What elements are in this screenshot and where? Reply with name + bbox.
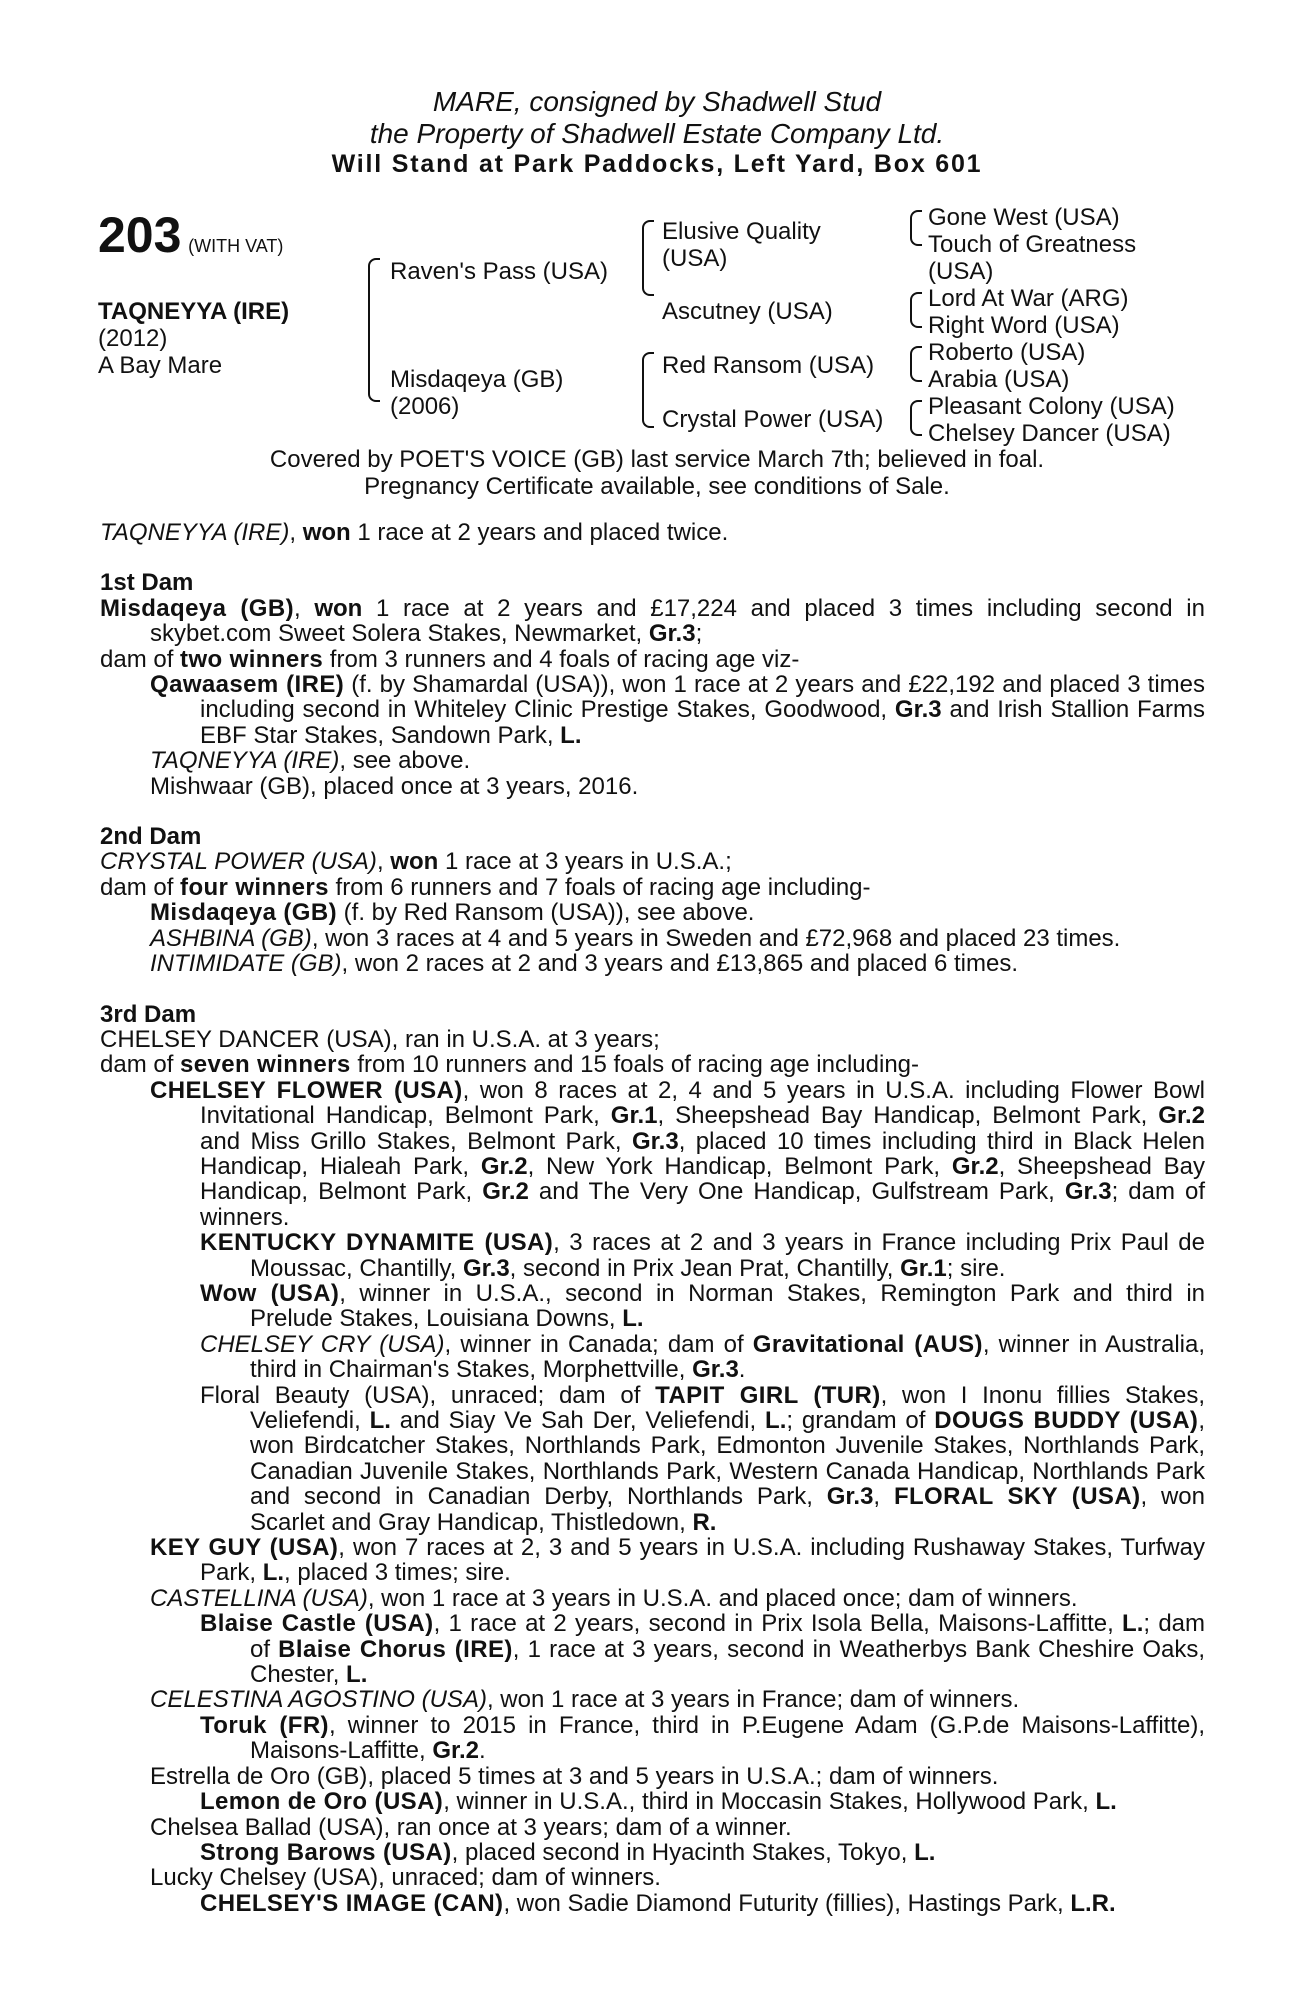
cc-t1: , winner in Canada; dam of: [444, 1330, 753, 1358]
cc-name: CHELSEY CRY (USA): [200, 1330, 445, 1358]
cf-gr4: Gr.2: [480, 1152, 528, 1180]
pedigree-ssd: Touch of Greatness: [928, 231, 1137, 258]
cf-t6: , Sheepshead Bay Handicap, Belmont Park,: [200, 1152, 1206, 1206]
cc-gravitational: Gravitational (AUS): [752, 1330, 983, 1358]
horse-year: (2012): [98, 325, 168, 352]
dam1-produce-line: [100, 647, 1205, 672]
dam1-winners: two winners: [180, 645, 324, 673]
cf-t3: and Miss Grillo Stakes, Belmont Park,: [200, 1127, 632, 1155]
dam3-chelsey-cry: [100, 1332, 1205, 1383]
dam2-o3-text: , won 2 races at 2 and 3 years and £13,865 and placed 6 times.: [341, 950, 1018, 978]
fb-restricted: R.: [692, 1508, 717, 1536]
tk-t1: , winner to 2015 in France, third in P.Eugene Adam (G.P.de Maisons-Laffitte), Maisons-Laffitte,: [250, 1711, 1206, 1765]
pedigree-dd: Crystal Power (USA): [662, 406, 884, 433]
pedigree-dds: Pleasant Colony (USA): [928, 393, 1175, 420]
dam2-name: CRYSTAL POWER (USA): [100, 848, 377, 876]
lot-number: 203: [98, 207, 182, 263]
kd-t1: , 3 races at 2 and 3 years in France including Prix Paul de Moussac, Chantilly,: [250, 1229, 1205, 1282]
ci-listed: L.R.: [1070, 1889, 1116, 1917]
ca-name: CELESTINA AGOSTINO (USA): [150, 1686, 487, 1714]
pedigree-sdd: Right Word (USA): [928, 312, 1120, 339]
dam1-o1-text: (f. by Shamardal (USA)), won 1 race at 2 years and £22,192 and placed 3 times including second in Whiteley Clinic Prestige Stakes, Goodwood,: [200, 671, 1205, 724]
pedigree-sire: Raven's Pass (USA): [390, 258, 608, 285]
dam1-damof: dam of: [100, 645, 181, 673]
pedigree-brace-1: [910, 210, 922, 246]
cf-t1: , won 8 races at 2, 4 and 5 years in U.S.A. including Flower Bowl Invitational Handicap, Belmont Park,: [200, 1076, 1205, 1130]
bc-t2: ; dam of: [250, 1610, 1206, 1663]
fb-t5: , won Birdcatcher Stakes, Northlands Park, Edmonton Juvenile Stakes, Northlands Park, Canadian Juvenile Stakes, Northlands Park, Western Canada Handicap, Northlands Park and second in Canadian Derby, Northlands Park,: [250, 1407, 1205, 1511]
dam2-text: 1 race at 3 years in U.S.A.;: [438, 848, 732, 876]
ci-name: CHELSEY'S IMAGE (CAN): [200, 1889, 504, 1917]
pedigree-brace-4: [910, 400, 922, 436]
dam2-won: won: [390, 848, 439, 876]
ldo-t: , winner in U.S.A., third in Moccasin Stakes, Hollywood Park,: [443, 1788, 1096, 1816]
cf-t4: , placed 10 times including third in Black Helen Handicap, Hialeah Park,: [200, 1127, 1205, 1180]
pregnancy-note: Pregnancy Certificate available, see conditions of Sale.: [364, 473, 950, 500]
pedigree-brace-sire: [642, 220, 654, 296]
dam3-wow: [100, 1281, 1205, 1332]
dam3-produce-line: [100, 1052, 1205, 1077]
kd-gr2: Gr.1: [900, 1254, 947, 1282]
dam2-o3-name: INTIMIDATE (GB): [150, 950, 342, 978]
cf-gr5: Gr.2: [951, 1152, 999, 1180]
cc-t3: .: [738, 1356, 746, 1384]
dam3-toruk: [100, 1713, 1205, 1764]
dam3-castellina: [100, 1586, 1205, 1611]
wow-t1: , winner in U.S.A., second in Norman Stakes, Remington Park and third in Prelude Stakes, Louisiana Downs,: [250, 1279, 1205, 1333]
dam3-estrella: Estrella de Oro (GB), placed 5 times at 3 and 5 years in U.S.A.; dam of winners.: [150, 1762, 999, 1790]
cf-gr3: Gr.3: [632, 1127, 679, 1155]
bc-chorus: Blaise Chorus (IRE): [278, 1635, 513, 1663]
cover-note: Covered by POET'S VOICE (GB) last service March 7th; believed in foal.: [269, 446, 1045, 473]
cf-gr6: Gr.2: [482, 1178, 529, 1206]
intro-won: won: [302, 519, 351, 546]
ca-t: , won 1 race at 3 years in France; dam of winners.: [486, 1686, 1020, 1714]
dam1-name: Misdaqeya (GB): [100, 594, 294, 622]
cf-t7: and The Very One Handicap, Gulfstream Park,: [528, 1178, 1065, 1206]
dam2-o2-text: , won 3 races at 4 and 5 years in Sweden and £72,968 and placed 23 times.: [311, 924, 1121, 952]
dam2-offspring-2: [100, 926, 1205, 951]
wow-name: Wow (USA): [200, 1279, 340, 1307]
pedigree-ds: Red Ransom (USA): [662, 352, 875, 379]
fb-t1: Floral Beauty (USA), unraced; dam of: [200, 1381, 656, 1409]
fb-tapit-girl: TAPIT GIRL (TUR): [655, 1381, 881, 1409]
horse-name: TAQNEYYA (IRE): [98, 298, 290, 325]
pedigree-brace-2: [910, 292, 922, 328]
cas-t: , won 1 race at 3 years in U.S.A. and placed once; dam of winners.: [367, 1584, 1078, 1612]
dam2-record: CRYSTAL POWER (USA), won 1 race at 3 years in U.S.A.;: [100, 848, 732, 876]
dam3-chelsey-flower: [100, 1078, 1205, 1230]
bc-listed1: L.: [1122, 1610, 1144, 1638]
owner-line: the Property of Shadwell Estate Company Ltd.: [369, 118, 945, 149]
cas-name: CASTELLINA (USA): [150, 1584, 368, 1612]
tk-name: Toruk (FR): [200, 1711, 329, 1739]
kd-t2: , second in Prix Jean Prat, Chantilly,: [509, 1254, 901, 1282]
dam1-heading: 1st Dam: [100, 569, 194, 597]
bc-listed2: L.: [346, 1661, 368, 1689]
bc-t3: , 1 race at 3 years, second in Weatherbys Bank Cheshire Oaks, Chester,: [250, 1635, 1205, 1689]
fb-t6: ,: [873, 1483, 894, 1511]
dam3-key-guy: [100, 1535, 1205, 1586]
pedigree-dsd: Arabia (USA): [928, 366, 1070, 393]
bc-t1: , 1 race at 2 years, second in Prix Isola Bella, Maisons-Laffitte,: [433, 1610, 1123, 1638]
location-line: Will Stand at Park Paddocks, Left Yard, Box 601: [331, 150, 983, 178]
dam2-damof: dam of: [100, 873, 181, 901]
pedigree-sds: Lord At War (ARG): [928, 285, 1129, 312]
cf-t5: , New York Handicap, Belmont Park,: [527, 1152, 952, 1180]
kg-t2: , placed 3 times; sire.: [284, 1559, 511, 1587]
sb-name: Strong Barows (USA): [200, 1838, 452, 1866]
horse-desc: A Bay Mare: [98, 352, 223, 379]
consignor-line: MARE, consigned by Shadwell Stud: [432, 86, 882, 117]
cf-t2: , Sheepshead Bay Handicap, Belmont Park,: [657, 1102, 1159, 1130]
dam3-lemon-de-oro: [100, 1789, 1205, 1814]
dam2-o1-name: Misdaqeya (GB): [150, 899, 337, 927]
dam3-kentucky-dynamite: [100, 1230, 1205, 1281]
tk-t2: .: [479, 1737, 486, 1765]
pedigree-dam-year: (2006): [390, 393, 460, 420]
pedigree-dss: Roberto (USA): [928, 339, 1086, 366]
pedigree-brace-3: [910, 346, 922, 382]
dam3-tail: from 10 runners and 15 foals of racing age including-: [350, 1051, 920, 1079]
fb-t4: ; grandam of: [786, 1407, 935, 1434]
cf-gr7: Gr.3: [1064, 1178, 1112, 1206]
dam1-o1-name: Qawaasem (IRE): [150, 671, 345, 699]
dam1-o2-text: , see above.: [339, 747, 471, 775]
fb-grade: Gr.3: [826, 1483, 874, 1511]
dam2-offspring-3: [100, 951, 1205, 976]
dam3-floral-beauty: [100, 1383, 1205, 1535]
dam1-offspring-3: Mishwaar (GB), placed once at 3 years, 2016.: [150, 772, 639, 800]
dam3-lucky-chelsey: Lucky Chelsey (USA), unraced; dam of winners.: [150, 1864, 661, 1892]
intro-name: TAQNEYYA (IRE): [100, 519, 290, 546]
dam1-o1-text2: and Irish Stallion Farms EBF Star Stakes, Sandown Park,: [200, 696, 1206, 749]
fb-t7: , won Scarlet and Gray Handicap, Thistledown,: [250, 1483, 1206, 1536]
cf-t8: ; dam of winners.: [200, 1178, 1205, 1231]
dam3-celestina: [100, 1687, 1205, 1712]
fb-listed1: L.: [369, 1407, 391, 1434]
pedigree-ss: Elusive Quality: [662, 218, 821, 245]
dam3-winners: seven winners: [180, 1051, 351, 1079]
kg-t1: , won 7 races at 2, 3 and 5 years in U.S.A. including Rushaway Stakes, Turfway Park,: [200, 1534, 1205, 1587]
cf-name: CHELSEY FLOWER (USA): [150, 1076, 463, 1104]
dam3-strong-barows: [100, 1840, 1205, 1865]
dam2-tail: from 6 runners and 7 foals of racing age including-: [328, 873, 871, 901]
cc-grade: Gr.3: [692, 1356, 739, 1384]
dam1-o1-listed: L.: [560, 721, 582, 749]
catalogue-body: [100, 520, 1205, 1916]
bc-name: Blaise Castle (USA): [200, 1610, 434, 1638]
tk-grade: Gr.2: [432, 1737, 480, 1765]
dam2-winners: four winners: [180, 873, 329, 901]
pedigree-sss: Gone West (USA): [928, 204, 1120, 231]
dam3-chelseys-image: [100, 1891, 1205, 1916]
kg-listed: L.: [262, 1559, 285, 1587]
dam3-blaise-castle: [100, 1611, 1205, 1687]
pedigree-sd: Ascutney (USA): [662, 298, 833, 325]
cc-t2: , winner in Australia, third in Chairman's Stakes, Morphettville,: [250, 1330, 1206, 1384]
dam1-text: 1 race at 2 years and £17,224 and placed 3 times including second in skybet.com Sweet Solera Stakes, Newmarket,: [150, 594, 1205, 648]
dam1-record: Misdaqeya (GB), won 1 race at 2 years and £17,224 and placed 3 times including second in skybet.com Sweet Solera Stakes, Newmarket, Gr.3;: [100, 594, 1205, 648]
kd-gr1: Gr.3: [462, 1254, 510, 1282]
intro-paragraph: TAQNEYYA (IRE), won 1 race at 2 years and placed twice.: [100, 519, 729, 546]
pedigree-ddd: Chelsey Dancer (USA): [928, 420, 1171, 447]
dam2-heading: 2nd Dam: [100, 823, 202, 851]
pedigree-ss-2: (USA): [662, 245, 728, 272]
dam2-o1-text: (f. by Red Ransom (USA)), see above.: [336, 899, 755, 927]
dam1-o2-name: TAQNEYYA (IRE): [150, 747, 340, 775]
dam1-offspring-1: [100, 672, 1205, 748]
pedigree-ssd-2: (USA): [928, 258, 994, 285]
fb-dougs-buddy: DOUGS BUDDY (USA): [934, 1407, 1199, 1434]
sb-t: , placed second in Hyacinth Stakes, Tokyo,: [451, 1838, 915, 1866]
dam2-produce-line: [100, 875, 1205, 900]
dam2-o2-name: ASHBINA (GB): [150, 924, 312, 952]
pedigree-brace-dam: [642, 352, 654, 428]
pedigree-dam: Misdaqeya (GB): [390, 366, 564, 393]
pedigree-brace-gen1: [368, 258, 380, 402]
wow-listed: L.: [622, 1305, 644, 1333]
kg-name: KEY GUY (USA): [150, 1534, 339, 1562]
fb-t2: , won I Inonu fillies Stakes, Veliefendi,: [250, 1381, 1205, 1434]
ldo-listed: L.: [1095, 1788, 1117, 1816]
dam3-damof: dam of: [100, 1051, 181, 1079]
dam1-won: won: [314, 594, 363, 622]
fb-floral-sky: FLORAL SKY (USA): [893, 1483, 1141, 1511]
kd-t3: ; sire.: [946, 1254, 1006, 1282]
dam1-text-end: ;: [695, 620, 703, 648]
cf-gr1: Gr.1: [610, 1102, 658, 1130]
fb-listed2: L.: [765, 1407, 787, 1434]
intro-rest: 1 race at 2 years and placed twice.: [350, 519, 729, 546]
dam1-grade: Gr.3: [648, 620, 696, 648]
vat-note: (WITH VAT): [188, 236, 284, 256]
cf-gr2: Gr.2: [1158, 1102, 1205, 1130]
dam1-tail: from 3 runners and 4 foals of racing age viz-: [323, 645, 800, 673]
dam3-heading: 3rd Dam: [100, 1000, 197, 1028]
dam3-record: CHELSEY DANCER (USA), ran in U.S.A. at 3 years;: [100, 1025, 660, 1053]
kd-name: KENTUCKY DYNAMITE (USA): [200, 1229, 554, 1257]
ldo-name: Lemon de Oro (USA): [200, 1788, 444, 1816]
dam1-o1-grade: Gr.3: [894, 696, 942, 724]
sb-listed: L.: [914, 1838, 936, 1866]
dam2-offspring-1: [100, 900, 1205, 925]
dam3-chelsea-ballad: Chelsea Ballad (USA), ran once at 3 years; dam of a winner.: [150, 1813, 792, 1841]
fb-t3: and Siay Ve Sah Der, Veliefendi,: [390, 1407, 766, 1434]
dam1-offspring-2: [100, 748, 1205, 773]
lot-number-row: [98, 207, 284, 263]
ci-t: , won Sadie Diamond Futurity (fillies), Hastings Park,: [503, 1889, 1071, 1917]
